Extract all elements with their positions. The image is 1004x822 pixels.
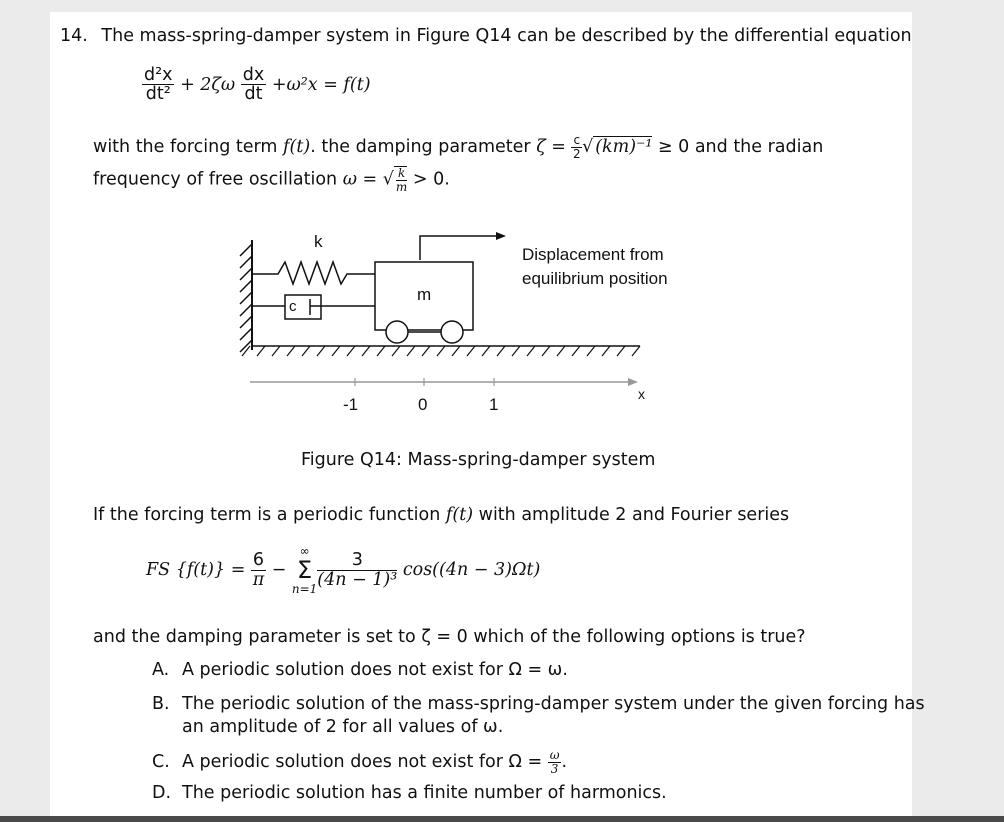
mass-label: m — [417, 285, 432, 304]
wheel-left — [386, 321, 408, 343]
axis-label-x: x — [638, 386, 645, 402]
displacement-arrowhead — [496, 232, 506, 240]
three-over-cube: $\frac{3}{\text{(4n − 1)³}}$ — [317, 550, 398, 590]
displacement-arrow — [420, 236, 500, 260]
ground-hatching — [242, 346, 640, 356]
frequency-line: frequency of free oscillation ω = √ $\frac{k}{m}$ > 0. — [93, 166, 450, 194]
c-over-2: $\frac{c}{2}$ — [572, 133, 581, 161]
forcing-line: If the forcing term is a periodic function f(t) with amplitude 2 and Fourier series — [93, 505, 790, 525]
question-intro-text: The mass-spring-damper system in Figure Q14 can be described by the differential equation — [101, 26, 912, 46]
spring-label: k — [314, 232, 323, 251]
damping-parameter-line: with the forcing term f(t). the damping parameter ζ = $\frac{c}{2}$ √ (km)⁻¹ ≥ 0 and the radian — [93, 133, 824, 161]
option-b: B. The periodic solution of the mass-spring-damper system under the given forcing has — [152, 694, 925, 714]
option-d: D. The periodic solution has a finite number of harmonics. — [152, 783, 667, 803]
x-axis-arrowhead — [628, 378, 638, 386]
six-over-pi: $\frac{6}{\pi}$ — [252, 550, 265, 590]
wall-hatching — [240, 244, 252, 352]
dx-dt-fraction: $\frac{dx}{dt}$ — [242, 65, 265, 105]
omega-over-3: $\frac{\omega}{3}$ — [549, 748, 560, 776]
differential-equation: $\frac{\text{d²x}}{\text{dt²}}$ + 2ζω $\frac{dx}{dt}$ +ω²x = f(t) — [144, 65, 371, 105]
summation: ∞ Σ n=1 — [291, 544, 318, 596]
option-c: C. A periodic solution does not exist for Ω = $\frac{\omega}{3}$ . — [152, 748, 568, 776]
wheel-right — [441, 321, 463, 343]
spring — [252, 262, 375, 284]
tick-label-minus1: -1 — [343, 395, 359, 414]
damper-label: c — [289, 298, 297, 315]
k-over-m: $\frac{k}{m}$ — [395, 166, 408, 194]
question-intro — [60, 26, 912, 46]
figure-caption: Figure Q14: Mass-spring-damper system — [301, 450, 656, 470]
tick-label-1: 1 — [489, 395, 499, 414]
question-number: 14. — [60, 26, 88, 46]
window-bottom-bar — [0, 816, 1004, 822]
displacement-label-line2: equilibrium position — [522, 269, 668, 288]
option-a: A. A periodic solution does not exist for Ω = ω. — [152, 660, 568, 680]
displacement-label-line1: Displacement from — [522, 245, 664, 264]
d2x-dt2-fraction: $\frac{\text{d²x}}{\text{dt²}}$ — [144, 65, 173, 105]
fourier-series: FS {f(t)} = $\frac{6}{\pi}$ − ∞ Σ n=1 $\frac{3}{\text{(4n − 1)³}}$ cos((4n − 3)Ωt) — [146, 544, 541, 596]
tick-label-0: 0 — [418, 395, 428, 414]
option-b-continued: an amplitude of 2 for all values of ω. — [182, 717, 504, 737]
closing-question: and the damping parameter is set to ζ = 0 which of the following options is true? — [93, 627, 806, 647]
